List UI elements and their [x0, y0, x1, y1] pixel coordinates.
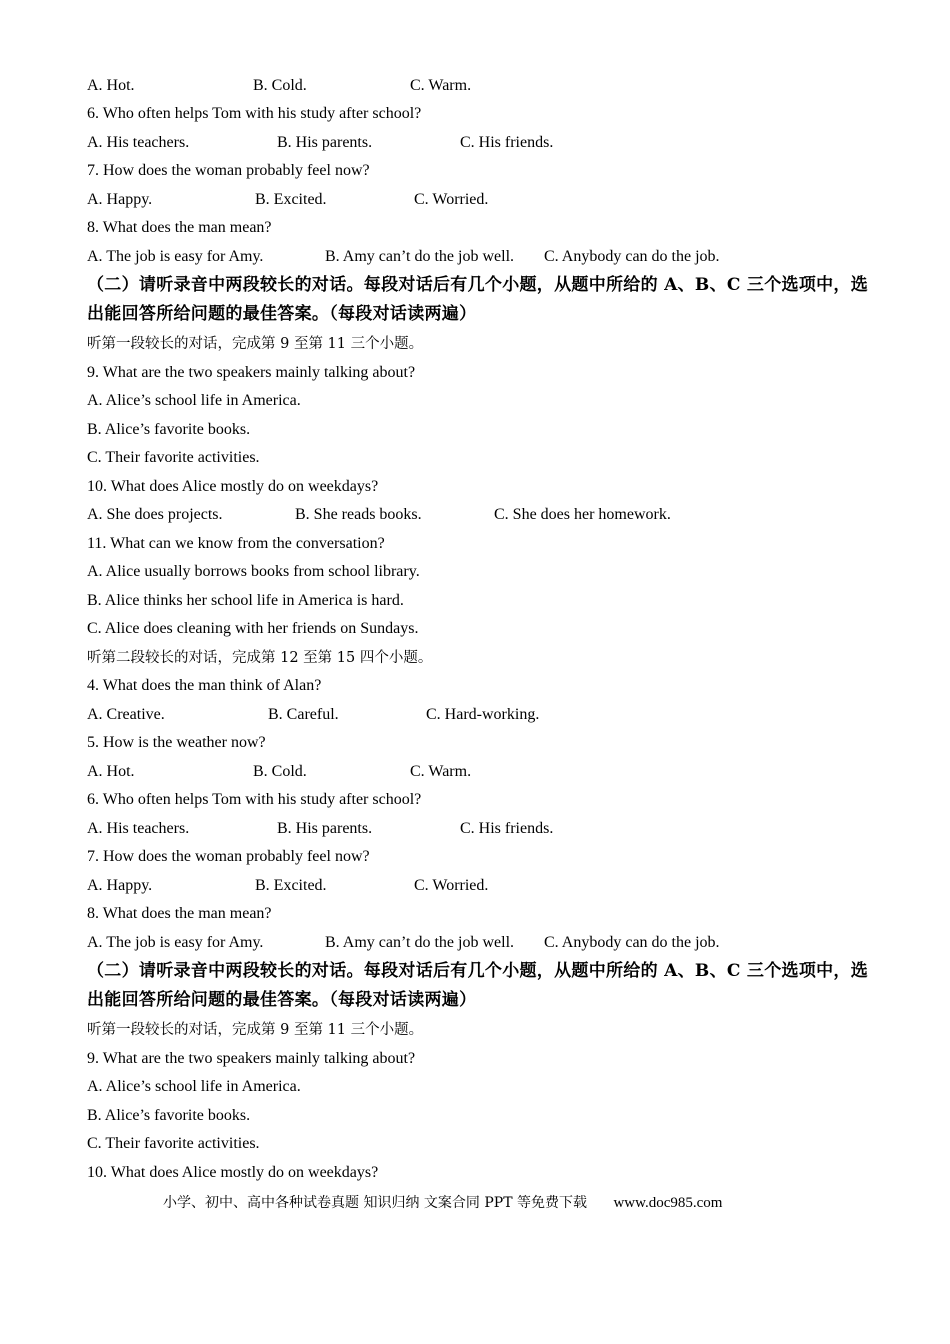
q7-option-b: B. Excited. [255, 191, 327, 208]
footer-url[interactable]: www.doc985.com [613, 1195, 723, 1211]
q7-options [87, 190, 887, 210]
q9-option-c: C. Their favorite activities. [87, 449, 260, 466]
q8-options [87, 247, 887, 267]
q7-option-c: C. Worried. [414, 191, 489, 208]
q9-option-c: C. Their favorite activities. [87, 1135, 260, 1152]
q6-option-c: C. His friends. [460, 820, 554, 837]
question-6: 6. Who often helps Tom with his study after school? [87, 105, 422, 122]
dialogue-2-intro: 听第二段较长的对话，完成第 12 至第 15 四个小题。 [87, 650, 433, 666]
q5-option-c: C. Warm. [410, 77, 472, 94]
question-7: 7. How does the woman probably feel now? [87, 162, 370, 179]
q4-option-a: A. Creative. [87, 706, 165, 723]
q11-option-a: A. Alice usually borrows books from school library. [87, 563, 420, 580]
q10-option-b: B. She reads books. [295, 506, 422, 523]
question-5: 5. How is the weather now? [87, 734, 266, 751]
q4-option-b: B. Careful. [268, 706, 339, 723]
question-7-repeat: 7. How does the woman probably feel now? [87, 848, 370, 865]
question-9-repeat: 9. What are the two speakers mainly talking about? [87, 1050, 416, 1067]
q8-option-a: A. The job is easy for Amy. [87, 248, 264, 265]
q5-options [87, 76, 887, 96]
question-10-repeat: 10. What does Alice mostly do on weekdays? [87, 1164, 379, 1181]
q10-options [87, 505, 887, 525]
section-2-instructions-repeat: （二）请听录音中两段较长的对话。每段对话后有几个小题，从题中所给的 A、B、C 三个选项中，选出能回答所给问题的最佳答案。（每段对话读两遍） [87, 961, 869, 1010]
q7-options-repeat [87, 876, 887, 896]
q11-option-b: B. Alice thinks her school life in America is hard. [87, 592, 404, 609]
q5-options-repeat [87, 762, 887, 782]
q6-option-a: A. His teachers. [87, 820, 190, 837]
q11-option-c: C. Alice does cleaning with her friends on Sundays. [87, 620, 419, 637]
q9-option-a: A. Alice’s school life in America. [87, 392, 301, 409]
q6-option-b: B. His parents. [277, 134, 373, 151]
q5-option-a: A. Hot. [87, 77, 135, 94]
q9-option-b: B. Alice’s favorite books. [87, 1107, 251, 1124]
dialogue-1-intro: 听第一段较长的对话，完成第 9 至第 11 三个小题。 [87, 336, 424, 352]
question-11: 11. What can we know from the conversation? [87, 535, 385, 552]
question-10: 10. What does Alice mostly do on weekdays? [87, 478, 379, 495]
q7-option-b: B. Excited. [255, 877, 327, 894]
question-8-repeat: 8. What does the man mean? [87, 905, 272, 922]
q8-option-b: B. Amy can’t do the job well. [325, 934, 515, 951]
q4-options [87, 705, 887, 725]
page-footer [163, 1192, 722, 1212]
q8-option-b: B. Amy can’t do the job well. [325, 248, 515, 265]
question-6-repeat: 6. Who often helps Tom with his study after school? [87, 791, 422, 808]
q10-option-c: C. She does her homework. [494, 506, 671, 523]
q9-option-a: A. Alice’s school life in America. [87, 1078, 301, 1095]
q6-options-repeat [87, 819, 887, 839]
question-4: 4. What does the man think of Alan? [87, 677, 322, 694]
q8-option-c: C. Anybody can do the job. [544, 248, 720, 265]
q4-option-c: C. Hard-working. [426, 706, 540, 723]
section-2-instructions: （二）请听录音中两段较长的对话。每段对话后有几个小题，从题中所给的 A、B、C 三个选项中，选出能回答所给问题的最佳答案。（每段对话读两遍） [87, 275, 869, 324]
q7-option-a: A. Happy. [87, 877, 153, 894]
q5-option-b: B. Cold. [253, 77, 307, 94]
q7-option-a: A. Happy. [87, 191, 153, 208]
q6-option-a: A. His teachers. [87, 134, 190, 151]
q8-option-a: A. The job is easy for Amy. [87, 934, 264, 951]
q5-option-b: B. Cold. [253, 763, 307, 780]
question-9: 9. What are the two speakers mainly talking about? [87, 364, 416, 381]
q6-option-b: B. His parents. [277, 820, 373, 837]
q6-option-c: C. His friends. [460, 134, 554, 151]
q8-options-repeat [87, 933, 887, 953]
q6-options [87, 133, 887, 153]
q9-option-b: B. Alice’s favorite books. [87, 421, 251, 438]
q10-option-a: A. She does projects. [87, 506, 223, 523]
dialogue-1-intro-repeat: 听第一段较长的对话，完成第 9 至第 11 三个小题。 [87, 1022, 424, 1038]
question-8: 8. What does the man mean? [87, 219, 272, 236]
q5-option-a: A. Hot. [87, 763, 135, 780]
q7-option-c: C. Worried. [414, 877, 489, 894]
q5-option-c: C. Warm. [410, 763, 472, 780]
q8-option-c: C. Anybody can do the job. [544, 934, 720, 951]
footer-text: 小学、初中、高中各种试卷真题 知识归纳 文案合同 PPT 等免费下载 [163, 1195, 587, 1211]
